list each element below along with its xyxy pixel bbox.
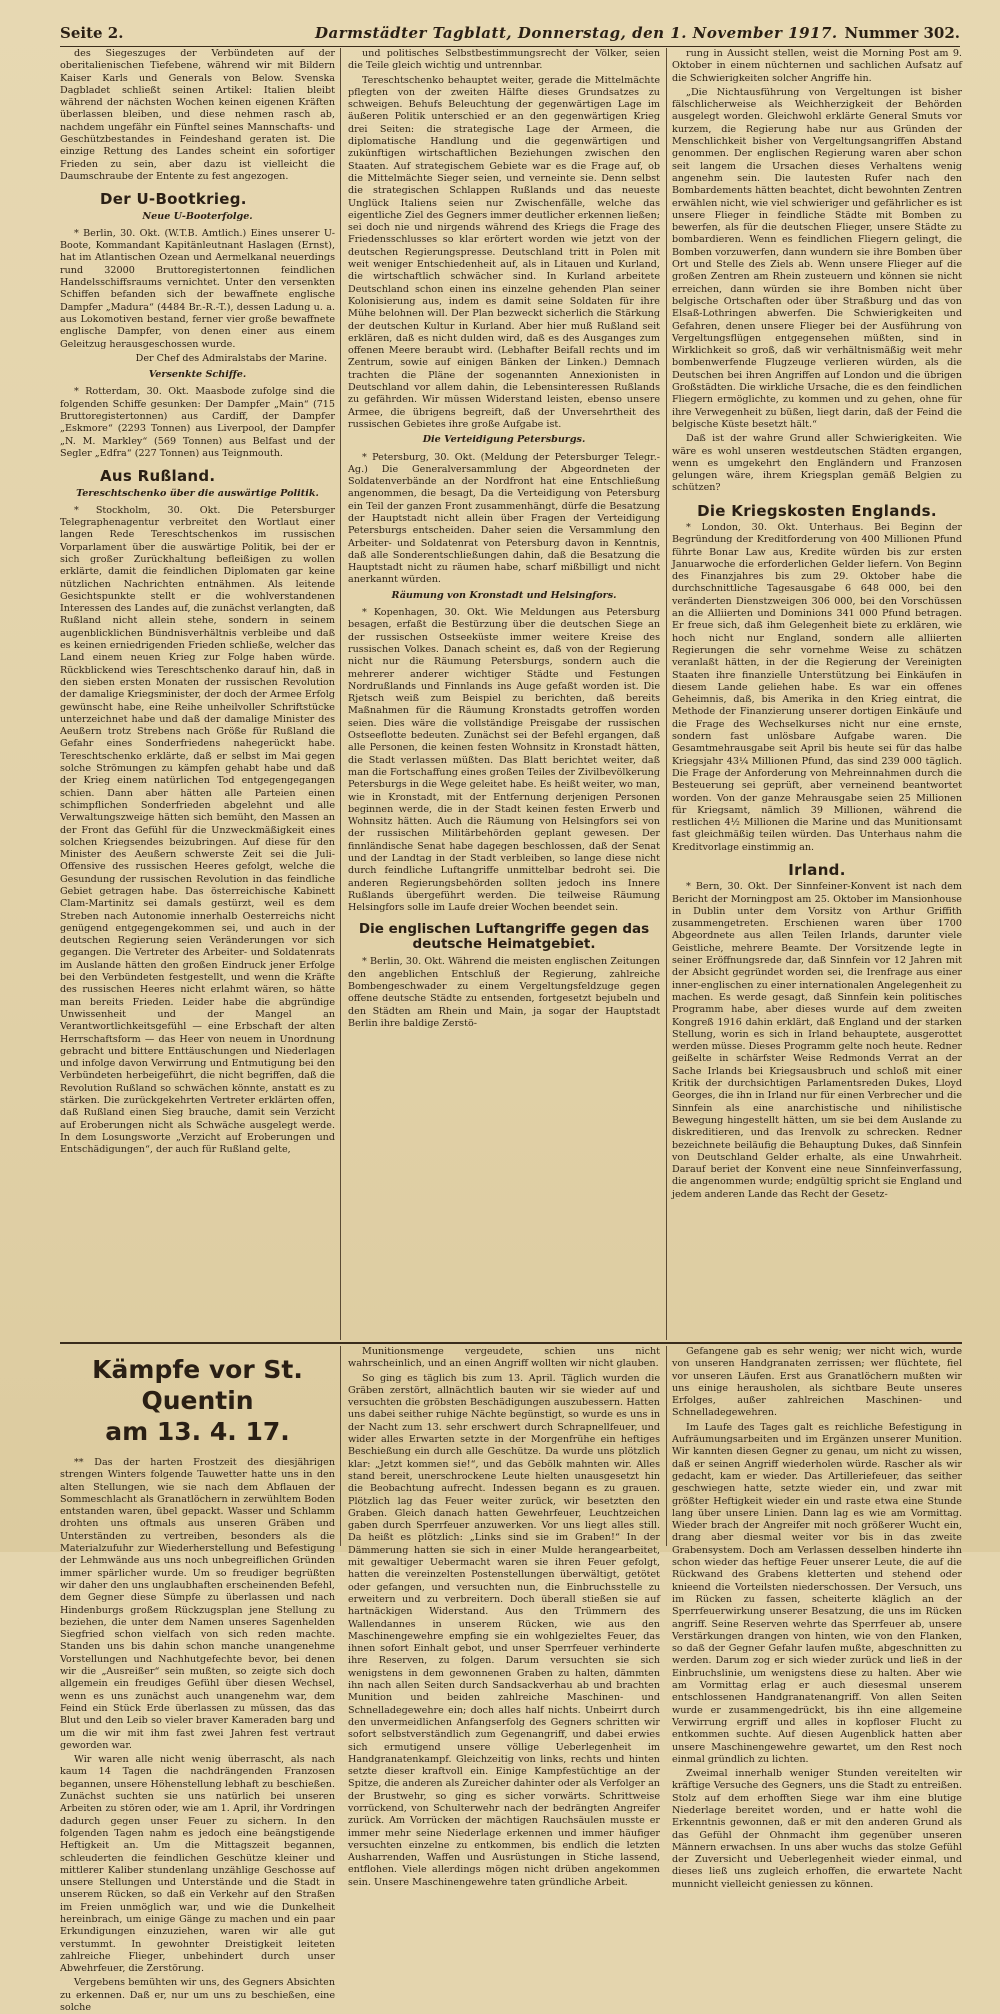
feuilleton-title-line-1: Kämpfe vor St. Quentin [92,1355,303,1415]
section-divider [60,1342,962,1344]
column-rule [666,1346,667,1546]
page-label: Seite 2. [60,24,124,42]
masthead [60,22,960,47]
article-paragraph: „Die Nichtausführung von Vergeltungen ist bisher fälschlicherweise als Weichherzigkeit der Behörden ausgelegt worden. Gleichwohl erklärte General Smuts vor kurzem, die Regierung habe nur aus Gründen der Menschlichkeit bisher von Vergeltungsangriffen Abstand genommen. Der englischen Regierung waren aber schon seit langem die Ursachen dieses Verhaltens wenig angenehm sein. Die lautesten Rufer nach den Bombardements hätten beachtet, dicht bewohnten Zentren erwählen nicht, wie viel schwieriger und gefährlicher es ist unsere Flieger in feindliche Städte mit Bomben zu bewerfen, als für die deutschen Flieger, unsere Städte zu bombardieren. Wenn es feindlichen Fliegern gelingt, die Bomben vorzuwerfen, dann wundern sie ihre Bomben über Ort und Stelle des Ziels ab. Wenn unsere Flieger auf die großen Zentren am Rhein zusteuern und können sie nicht erreichen, dann würden sie ihre Bomben nicht über belgische Ortschaften oder über Straßburg und das von Elsaß-Lothringen abwerfen. Die Schwierigkeiten und Gefahren, denen unsere Flieger bei der Ausführung von Vergeltungsflügen entgegensehen müßten, sind in Wirklichkeit so groß, daß wir verhältnismäßig weit mehr bombenwerfende Flugzeuge verlieren würden, als die Deutschen bei ihren Angriffen auf London und die übrigen Großstädten. Die wirkliche Ursache, die es den feindlichen Fliegern ermöglichte, zu kommen und zu gehen, ohne für ihre Verwegenheit zu büßen, liegt darin, daß der Feind die belgische Küste besetzt hält.“ [672,86,962,430]
subheading-versenkte-schiffe: Versenkte Schiffe. [148,369,247,381]
column-rule [340,1346,341,1546]
feuilleton-title [60,1354,335,1447]
article-paragraph: Daß ist der wahre Grund aller Schwierigkeiten. Wie wäre es wohl unseren westdeutschen Städten ergangen, wenn es umgekehrt den Engländern und Franzosen gelungen wäre, ihrem Kriegsplan gemäß Belgien zu schützen? [672,433,962,494]
article-paragraph: Wir waren alle nicht wenig überrascht, als nach kaum 14 Tagen die nachdrängenden Franzosen begannen, unsere Höhenstellung lebhaft zu beschießen. Zunächst suchten sie uns natürlich bei unseren Arbeiten zu stören oder, wie am 1. April, ihr Vordringen dadurch gegen unser Feuer zu sichern. In den folgenden Tagen nahm es jedoch eine beängstigende Heftigkeit an. Um die Mittagszeit begannen, schleuderten die feindlichen Geschütze kleiner und mittlerer Kaliber stundenlang unzählige Geschosse auf unsere Stellungen und Unterstände und die Stadt in unserem Rücken, so daß ein Verkehr auf den Straßen im Freien unmöglich war, und wie die Dunkelheit hereinbrach, um einige Gänge zu machen und ein paar Erkundigungen einzuziehen, waren wir alle gut verstummt. In gewohnter Dreistigkeit leiteten zahlreiche Flieger, unbehindert durch unser Abwehrfeuer, die Zerstörung. [60,1754,335,1975]
article-paragraph: Gefangene gab es sehr wenig; wer nicht wich, wurde von unseren Handgranaten zerrissen; wer flüchtete, fiel vor unseren Läufen. Erst aus Granatlöchern mußten wir uns einige herausholen, als sichtbare Beute unseres Erfolges, außer zahlreichen Maschinen- und Schnelladegewehren. [672,1346,962,1419]
newspaper-title-date: Darmstädter Tagblatt, Donnerstag, den 1. November 1917. [315,24,838,42]
article-paragraph: * Petersburg, 30. Okt. (Meldung der Petersburger Telegr.-Ag.) Die Generalversammlung der Abgeordneten der Soldatenverbände an der Nordfront hat eine Entschließung angenommen, die besagt, Da die Verteidigung von Petersburg ein Teil der ganzen Front zusammenhängt, dürfe die Besatzung der Hauptstadt nicht allein über Fragen der Verteidigung Petersburgs entscheiden. Daher seien die Versammlung den Arbeiter- und Soldatenrat von Petersburg davon in Kenntnis, daß alle Sonderentschließungen dahin, daß die Besatzung die Hauptstadt nicht zu räumen habe, scharf mißbilligt und nicht anerkannt würden. [348,451,660,586]
feuilleton-title-line-2: am 13. 4. 17. [105,1417,290,1446]
article-paragraph: rung in Aussicht stellen, weist die Morning Post am 9. Oktober in einem nüchternen und sachlichen Aufsatz auf die Schwierigkeiten solcher Angriffe hin. [672,48,962,84]
article-paragraph: Tereschtschenko behauptet weiter, gerade die Mittelmächte pflegten von der zweiten Hälfte dieses Grundsatzes zu schweigen. Behufs Beleuchtung der gegenwärtigen Lage im äußeren Politik unterschied er an den gegenwärtigen Krieg drei Seiten: die strategische Lage der Armeen, die diplomatische Handlung und die gegenwärtigen und zukünftigen wirtschaftlichen Beziehungen zwischen den Staaten. Auf strategischem Gebiete war es die Frage auf, ob die Mittelmächte Sieger seien, und verneinte sie. Denn selbst die strategischen Schlappen Rußlands und das neueste Unglück Italiens seien nur Zwischenfälle, welche das eigentliche Ziel des Gegners immer deutlicher erkennen ließen; sei doch nie und nirgends während des Kriegs die Frage des Friedensschlusses so klar erörtert worden wie jetzt von der deutschen Regierungspresse. Deutschland tritt in Polen mit weit weniger Entschiedenheit auf, als in Litauen und Kurland, die wirtschaftlich schwächer sind. In Kurland arbeitete Deutschland schon einen ins einzelne gehenden Plan seiner Kolonisierung aus, indem es damit seine Soldaten für ihre Mühe belohnen will. Der Plan bezweckt sicherlich die Stärkung der deutschen Kultur in Kurland. Aber hier muß Rußland seit erklären, daß es nicht dulden wird, daß es des Ausganges zum offenen Meere beraubt wird. (Lebhafter Beifall rechts und im Zentrum, sowie auf einigen Bänken der Linken.) Demnach trachten die Pläne der sogenannten Annexionisten in Deutschland vor allem dahin, die Lebensinteressen Rußlands zu gefährden. Wir müssen Widerstand leisten, ebenso unsere Armee, die übrigens begreift, daß der Unversehrtheit des russischen Gebietes ihre große Aufgabe ist. [348,74,660,430]
article-paragraph: ** Das der harten Frostzeit des diesjährigen strengen Winters folgende Tauwetter hatte uns in den alten Stellungen, wie sie nach dem Abflauen der Sommeschlacht als Granatlöchern in zerwühltem Boden entstanden waren, übel gepackt. Wasser und Schlamm drohten uns oftmals aus unseren Gräben und Unterständen zu vertreiben, besonders als die Materialzufuhr zur Wiederherstellung und Befestigung der Lehmwände aus uns noch unbegreiflichen Gründen immer spärlicher wurde. Um so freudiger begrüßten wir daher den uns unglaubhaften erscheinenden Befehl, dem Gegner diese Sümpfe zu überlassen und nach Hindenburgs großem Rückzugsplan jene Stellung zu beziehen, die unter dem Namen unseres Sagenhelden Siegfried schon vielfach von sich reden machte. Standen uns bis dahin schon manche unangenehme Vorstellungen und Nachhutgefechte bevor, bei denen wir die „Ausreißer“ sein mußten, so zeigte sich doch allgemein ein freudiges Gefühl über diesen Wechsel, wenn es uns zunächst auch unangenehm war, dem Feind ein Stück Erde überlassen zu müssen, das das Blut und den Leib so vieler braver Kameraden barg und um die wir mit ihm fast zwei Jahren fest vertraut geworden war. [60,1457,335,1751]
signature: Der Chef des Admiralstabs der Marine. [135,352,327,364]
heading-kriegskosten-englands: Die Kriegskosten Englands. [697,501,937,520]
subheading-u-booterfolge: Neue U-Booterfolge. [142,210,253,222]
article-paragraph: * Rotterdam, 30. Okt. Maasbode zufolge sind die folgenden Schiffe gesunken: Der Dampfer „Main“ (715 Bruttoregistertonnen) aus Cardiff, der Dampfer „Eskmore“ (2293 Tonnen) aus Liverpool, der Dampfer „N. M. Markley“ (569 Tonnen) aus Belfast und der Segler „Edfra“ (227 Tonnen) aus Teignmouth. [60,386,335,459]
heading-u-bootkrieg: Der U-Bootkrieg. [100,190,247,209]
article-paragraph: * London, 30. Okt. Unterhaus. Bei Beginn der Begründung der Kreditforderung von 400 Millionen Pfund führte Bonar Law aus, Kredite würden bis zur ersten Januarwoche die erforderlichen Gelder liefern. Von Beginn des Finanzjahres bis zum 29. Oktober habe die durchschnittliche Tagesausgabe 6 648 000, bei den veränderten Dienstzweigen 306 000, bei den Vorschüssen an die Alliierten und Dominions 341 000 Pfund betragen. Er freue sich, daß ihm Gelegenheit biete zu erklären, wie hoch nicht nur England, sondern alle alliierten Regierungen die sehr vornehme Weise zu schätzen veranlaßt hätten, in der die Regierung der Vereinigten Staaten ihre finanzielle Unterstützung bei Einkäufen in diesem Lande geliehen habe. Es war ein offenes Geheimnis, daß, bis Amerika in den Krieg eintrat, die Methode der Finanzierung unserer dortigen Einkäufe und die Frage des Wechselkurses nicht nur eine ernste, sondern fast unlösbare Aufgabe waren. Die Gesamtmehrausgabe seit April bis heute sei für das halbe Kriegsjahr 43¼ Millionen Pfund, das sind 239 000 täglich. Die Frage der Anforderung von Mehreinnahmen durch die Besteuerung sei geprüft, aber verneinend beantwortet worden. Von der ganze Mehrausgabe seien 25 Millionen für Kriegsamt, nämlich 39 Millionen, während die restlichen 4½ Millionen die Marine und das Munitionsamt fast gleichmäßig teilen würden. Das Unterhaus nahm die Kreditvorlage einstimmig an. [672,521,962,853]
column-2 [348,48,660,1340]
subheading-verteidigung-petersburgs: Die Verteidigung Petersburgs. [422,434,586,446]
article-continuation: des Siegeszuges der Verbündeten auf der oberitalienischen Tiefebene, während wir mit Bildern Kaiser Karls und Generals von Below. Svenska Dagbladet schließt seinen Artikel: Italien bleibt während der nächsten Wochen keinen eigenen Kräften überlassen bleiben, und diese nehmen rasch ab, nachdem ungefähr ein Fünftel seines Mannschafts- und Geschützbestandes in Feindeshand geraten ist. Die einzige Rettung des Landes scheint ein sofortiger Frieden zu sein, aber dazu ist vielleicht die Daumschraube der Entente zu fest angezogen. [60,48,335,182]
feuilleton-column-3 [672,1346,962,1890]
subheading-raeumung-kronstadt: Räumung von Kronstadt und Helsingfors. [391,589,617,601]
column-rule [340,48,341,1340]
column-rule [666,48,667,1340]
column-3 [672,48,962,1340]
article-paragraph: * Stockholm, 30. Okt. Die Petersburger Telegraphenagentur verbreitet den Wortlaut einer langen Rede Tereschtschenkos im russischen Vorparlament über die auswärtige Politik, bei der er sich großer Zurückhaltung befleißigen zu wollen erklärte, damit die feindlichen Diplomaten gar keine nützlichen Nachrichten entnähmen. Als leitende Gesichtspunkte stellt er die wohlverstandenen Interessen des Landes auf, die zunächst verlangten, daß Rußland nicht allein stehe, sondern in seinem augenblicklichen Bündnisverhältnis verbleibe und daß es keinen erniedrigenden Frieden schließe, welcher das Land einem neuen Krieg zur Folge haben würde. Rückblickend wies Tereschtschenko darauf hin, daß in den sieben ersten Monaten der russischen Revolution der damalige Kriegsminister, der doch der Armee Erfolg gewünscht habe, eine Reihe unheilvoller Schriftstücke unterzeichnet habe und daß der damalige Minister des Aeußern trotz Strebens nach Größe für Rußland die Gefahr eines Sonderfriedens nahegerückt habe. Tereschtschenko erklärte, daß er selbst im Mai gegen solche Strömungen zu kämpfen gehabt habe und daß der Krieg einem natürlichen Tod entgegengegangen schien. Dann aber hätten alle Parteien einen schimpflichen Sonderfrieden abgelehnt und alle Verwaltungszweige hätten sich bemüht, den Massen an der Front das Gefühl für die Unzweckmäßigkeit eines solchen Kriegsendes beizubringen. Auf diese für den Minister des Aeußern schwerste Zeit sei die Juli-Offensive des russischen Heeres gefolgt, welche die Gesundung der russischen Revolution in das feindliche Gebiet getragen habe. Das österreichische Kabinett Clam-Martinitz sei damals gestürzt, weil es dem Streben nach Autonomie innerhalb Oesterreichs nicht genügend entgegengekommen sei, und auch in der deutschen Regierung seien Veränderungen vor sich gegangen. Die Vertreter des Arbeiter- und Soldatenrats im Auslande hätten den großen Eindruck jener Erfolge bei den Verbündeten festgestellt, und wenn die Kräfte des russischen Heeres nicht erlahmt wären, so hätte man bereits Frieden. Leider habe die abgründige Unwissenheit und der Mangel an Verantwortlichkeitsgefühl — eine Erbschaft der alten Herrschaftsform — das Heer von neuem in Unordnung gebracht und bittere Enttäuschungen und Niederlagen und infolge davon Verwirrung und Entmutigung bei den Verbündeten herbeigeführt, die nicht begriffen, daß die Revolution Rußland so schwächen könnte, anstatt es zu stärken. Die zurückgekehrten Vertreter erklärten offen, daß Rußland einen Sieg brauche, damit sein Verzicht auf Eroberungen nicht als Schwäche ausgelegt werde. In dem Losungsworte „Verzicht auf Eroberungen und Entschädigungen“, der auch für Rußland gelte, [60,504,335,1156]
article-paragraph: * Kopenhagen, 30. Okt. Wie Meldungen aus Petersburg besagen, erfaßt die Bestürzung über die deutschen Siege an der russischen Ostseeküste immer weitere Kreise des russischen Volkes. Danach scheint es, daß von der Regierung nicht nur die Räumung Petersburgs, sondern auch die mehrerer anderer wichtiger Städte und Festungen Nordrußlands und Finnlands ins Auge gefaßt worden ist. Die Rjetsch weiß zum Beispiel zu berichten, daß bereits Maßnahmen für die Räumung Kronstadts getroffen worden seien. Dies wäre die vollständige Preisgabe der russischen Ostseeflotte bedeuten. Zunächst sei der Befehl ergangen, daß alle Personen, die keinen festen Wohnsitz in Kronstadt hätten, die Stadt verlassen müßten. Das Blatt berichtet weiter, daß man die Fortschaffung eines großen Teiles der Zivilbevölkerung Petersburgs in die Wege geleitet habe. Es heißt weiter, wo man, wie in Kronstadt, mit der Entfernung derjenigen Personen beginnen werde, die in der Stadt keinen festen Erwerb und Wohnsitz hätten. Auch die Räumung von Helsingfors sei von der russischen Militärbehörden geplant gewesen. Der finnländische Senat habe dagegen beschlossen, daß der Senat und der Landtag in der Stadt verbleiben, so lange diese nicht durch feindliche Luftangriffe unmittelbar bedroht sei. Die anderen Regierungsbehörden sollten jedoch ins Innere Rußlands übergeführt werden. Die teilweise Räumung Helsingfors solle im Laufe dreier Wochen beendet sein. [348,607,660,914]
subheading-tereschtschenko: Tereschtschenko über die auswärtige Politik. [76,487,319,499]
article-paragraph: * Berlin, 30. Okt. (W.T.B. Amtlich.) Eines unserer U-Boote, Kommandant Kapitänleutnant Haslagen (Ernst), hat im Atlantischen Ozean und Aermelkanal neuerdings rund 32000 Bruttoregistertonnen feindlichen Handelsschiffsraums vernichtet. Unter den versenkten Schiffen befanden sich der bewaffnete englische Dampfer „Madura“ (4484 Br.-R.-T.), dessen Ladung u. a. aus Lokomotiven bestand, ferner vier große bewaffnete englische Dampfer, von denen einer aus einem Geleitzug herausgeschossen wurde. [60,227,335,350]
article-paragraph: * Berlin, 30. Okt. Während die meisten englischen Zeitungen den angeblichen Entschluß der Regierung, zahlreiche Bombengeschwader zu einem Vergeltungsfeldzuge gegen offene deutsche Städte zu entsenden, fortgesetzt bejubeln und den Städten am Rhein und Main, ja sogar der Hauptstadt Berlin ihre baldige Zerstö- [348,956,660,1029]
feuilleton-column-2 [348,1346,660,1888]
feuilleton-column-1 [60,1346,335,2014]
heading-englische-luftangriffe: Die englischen Luftangriffe gegen das deutsche Heimatgebiet. [358,921,650,953]
heading-aus-russland: Aus Rußland. [100,467,216,486]
article-paragraph: und politisches Selbstbestimmungsrecht der Völker, seien die Teile gleich wichtig und untrennbar. [348,48,660,72]
article-paragraph: Zweimal innerhalb weniger Stunden vereitelten wir kräftige Versuche des Gegners, uns die Stadt zu entreißen. Stolz auf dem erhofften Siege war ihm eine blutige Niederlage bereitet worden, und er hatte wohl die Erkenntnis gewonnen, daß er mit den anderen Grund als das Gefühl der Ohnmacht ihm gegenüber unseren Männern erwachsen. In uns aber wuchs das stolze Gefühl der Zuversicht und Ueberlegenheit wieder einmal, und dieses ließ uns zugleich erhoffen, die erwartete Nacht munnicht vielleicht geniessen zu können. [672,1768,962,1890]
heading-irland: Irland. [788,861,846,879]
column-1 [60,48,335,1340]
issue-number: Nummer 302. [844,24,960,42]
article-paragraph: * Bern, 30. Okt. Der Sinnfeiner-Konvent ist nach dem Bericht der Morningpost am 25. Oktober im Mansionhouse in Dublin unter dem Vorsitz von Arthur Griffith zusammengetreten. Erschienen waren über 1700 Abgeordnete aus allen Teilen Irlands, darunter viele Geistliche, mehrere Beamte. Der Vorsitzende legte in seiner Eröffnungsrede dar, daß Sinnfein vor 12 Jahren mit der Absicht gegründet worden sei, die Irenfrage aus einer inner-englischen zu einer internationalen Angelegenheit zu machen. Es werde gesagt, daß Sinnfein kein politisches Programm habe, aber dieses wurde auf dem zweiten Kongreß 1916 dahin erklärt, daß England und der starken Stellung, worin es sich in Irland behauptete, ausgerottet werden müsse. Dieses Programm gelte noch heute. Redner geißelte in schärfster Weise Redmonds Verrat an der Sache Irlands bei Kriegsausbruch und schloß mit einer Kritik der durchsichtigen Parlamentsreden Dukes, Lloyd Georges, die ihn in Irland nur für einen Verbrecher und die Sinnfein als eine anarchistische und nihilistische Bewegung hingestellt hätten, um sie bei dem Auslande zu diskreditieren, und das Irenvolk zu schrecken. Redner bezeichnete beiläufig die Behauptung Dukes, daß Sinnfein von Deutschland Gelder erhalte, als eine Unwahrheit. Darauf beriet der Konvent eine neue Sinnfeinverfassung, die angenommen wurde; endgültig spricht sie England und jedem anderen Lande das Recht der Gesetz- [672,881,962,1200]
article-paragraph: So ging es täglich bis zum 13. April. Täglich wurden die Gräben zerstört, allnächtlich bauten wir sie wieder auf und versuchten die gröbsten Beschädigungen auszubessern. Hatten uns dabei seither ruhige Nächte begünstigt, so wurde es uns in der Nacht zum 13. sehr erschwert durch Schrapnellfeuer, und wider alles Erwarten setzte in der Morgenfrühe ein heftiges Beschießung ein durch alle Geschütze. Da wurde uns plötzlich klar: „Jetzt kommen sie!“, und das Gebölk mahnten wir. Alles stand bereit, unerschrockene Leute hielten unausgesetzt hin die Beobachtung aufrecht. Indessen begann es zu grauen. Plötzlich lag das Feuer weiter zurück, wir besetzten den Graben. Gleich danach hatten Gewehrfeuer, Leuchtzeichen gaben durch Sperrfeuer anzuwerken. Vor uns liegt alles still. Da heißt es plötzlich: „Links sind sie im Graben!“ In der Dämmerung hatten sie sich in einer Mulde herangearbeitet, mit gewaltiger Uebermacht waren sie ihren Feuer gefolgt, hatten die vereinzelten Postenstellungen überwältigt, getötet oder gefangen, und versuchten nun, die Einbruchsstelle zu erweitern und zu verbreitern. Doch überall stießen sie auf hartnäckigen Widerstand. Aus den Trümmern des Wallendannes in unserem Rücken, wie aus den Maschinengewehre empfing sie ein wohlgezieltes Feuer, das ihnen sofort Einhalt gebot, und unser Sperrfeuer verhinderte ihre Reserven, zu folgen. Darum versuchten sie sich wenigstens in dem gewonnenen Graben zu halten, dämmten ihn nach allen Seiten durch Sandsackverhau ab und brachten Munition und beiden zahlreiche Maschinen- und Schnelladegewehre ein; doch alles half nichts. Unbeirrt durch den unvermeidlichen Anfangserfolg des Gegners schritten wir sofort selbstverständlich zum Gegenangriff, und dabei erwies sich ermutigend unsere völlige Ueberlegenheit im Handgranatenkampf. Gleichzeitig von links, rechts und hinten setzte dieser kraftvoll ein. Einige Kampfestüchtige an der Spitze, die anderen als Zureicher dahinter oder als Verfolger an der Brustwehr, so ging es sicher vorwärts. Schrittweise vorrückend, von Schulterwehr nach der bedrängten Angreifer zurück. Am Vorrücken der mächtigen Rauchsäulen musste er immer mehr seine Niederlage erkennen und immer häufiger versuchten einzelne zu entkommen, bis endlich die letzten Ausharrenden, Waffen und Ausrüstungen in Stiche lassend, entflohen. Viele allerdings mögen nicht drüben angekommen sein. Unsere Maschinengewehre taten gründliche Arbeit. [348,1372,660,1888]
article-paragraph: Munitionsmenge vergeudete, schien uns nicht wahrscheinlich, und an einen Angriff wollten wir nicht glauben. [348,1346,660,1370]
article-paragraph: Im Laufe des Tages galt es reichliche Befestigung in Aufräumungsarbeiten und im Ergänzen unserer Munition. Wir kannten diesen Gegner zu genau, um nicht zu wissen, daß er seinen Angriff wiederholen würde. Rascher als wir gedacht, kam er wieder. Das Artilleriefeuer, das seither geschwiegen hatte, setzte wieder ein, und zwar mit größter Heftigkeit wieder ein und raste etwa eine Stunde lang über unsere Linien. Dann lag es wie am Vormittag. Wieder brach der Angreifer mit noch größerer Wucht ein, drang aber diesmal weiter vor bis in das zweite Grabensystem. Doch am Verlassen desselben hinderte ihn schon wieder das heftige Feuer unserer Leute, die auf die Rückwand des Grabens kletterten und stehend oder knieend die Vorteilsten niederschossen. Der Versuch, uns im Rücken zu fassen, scheiterte kläglich an der Sperrfeuerwirkung unserer Besatzung, die uns im Rücken angriff. Seine Reserven wehrte das Sperrfeuer ab, unsere Verstärkungen drangen von hinten, wie von den Flanken, so daß der Gegner Gefahr laufen mußte, abgeschnitten zu werden. Darum zog er sich wieder zurück und ließ in der Einbruchslinie, um wenigstens diese zu halten. Aber wie am Vormittag erlag er auch diesesmal unserem entschlossenen Handgranatenangriff. Von allen Seiten wurde er zusammengedrückt, bis ihn eine allgemeine Verwirrung ergriff und alles in kopfloser Flucht zu entkommen suchte. Auf diesen Augenblick hatten aber unsere Maschinengewehre gewartet, um den Rest noch einmal gründlich zu lichten. [672,1421,962,1765]
article-paragraph: Vergebens bemühten wir uns, des Gegners Absichten zu erkennen. Daß er, nur um uns zu beschießen, eine solche [60,1977,335,2014]
